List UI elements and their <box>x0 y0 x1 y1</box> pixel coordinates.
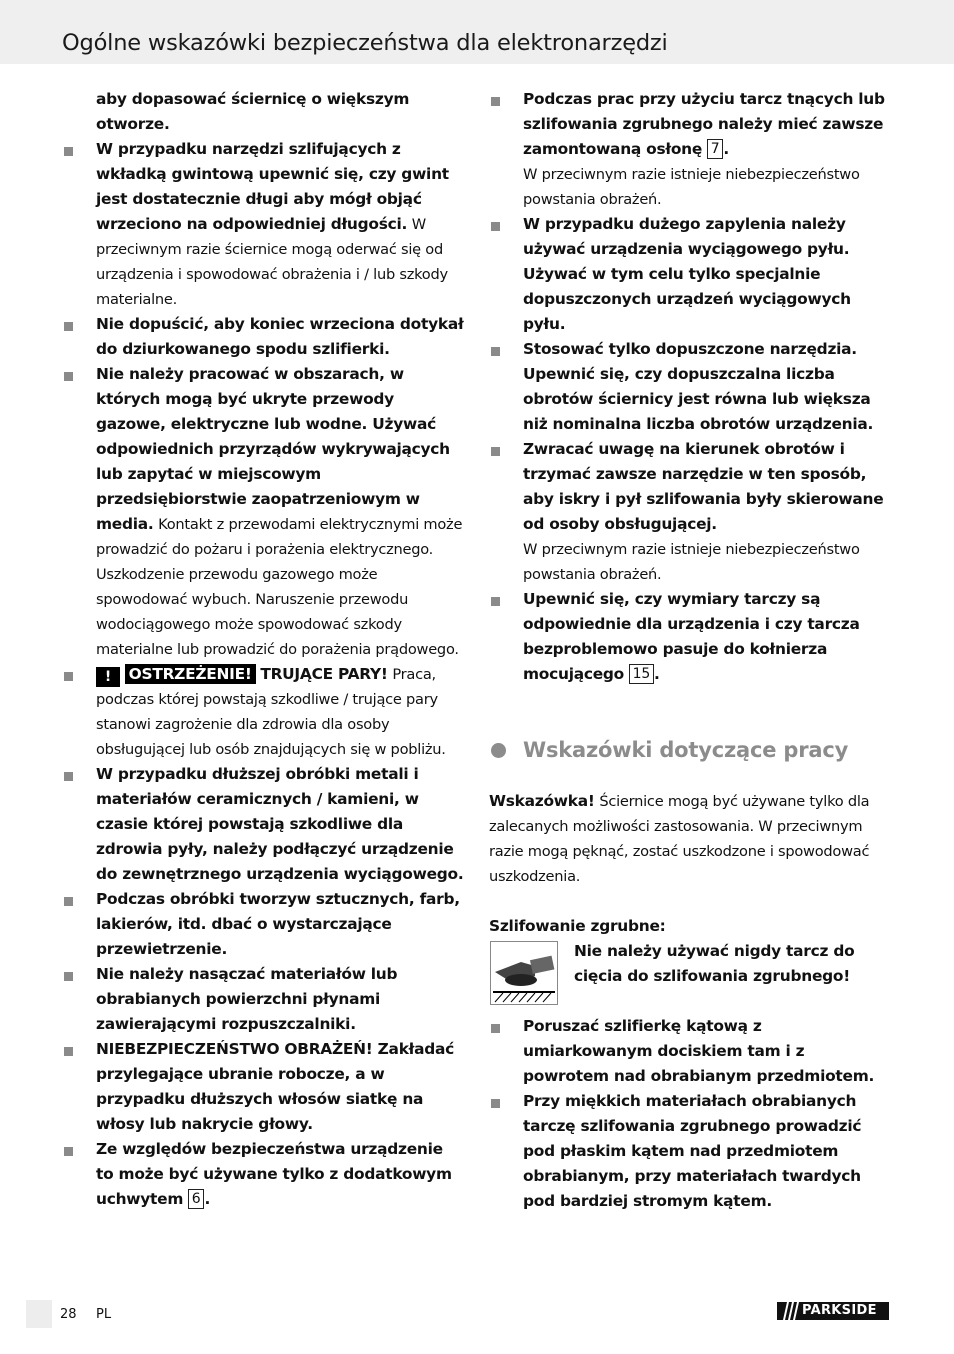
list-item <box>62 362 464 662</box>
punctuation: . <box>204 1190 211 1208</box>
punctuation: . <box>654 665 660 683</box>
list-item <box>62 137 464 312</box>
note-label: Wskazówka! <box>489 792 595 810</box>
list-item <box>62 1137 464 1212</box>
bullet-icon <box>491 1024 500 1033</box>
list-item-warning <box>62 662 464 762</box>
list-item <box>62 762 464 887</box>
item-bold-text: Nie należy nasączać materiałów lub obrabianych powierzchni płynami zawierającymi rozpuszczalniki. <box>96 965 398 1033</box>
punctuation: . <box>723 140 729 158</box>
list-item <box>489 1089 891 1214</box>
section-bullet-icon <box>491 743 506 758</box>
item-bold-text: Przy miękkich materiałach obrabianych tarczę szlifowania zgrubnego prowadzić pod płaskim kątem nad przedmiotem obrabianym, przy materiałach twardych pod bardziej stromym kątem. <box>523 1092 862 1210</box>
item-bold-text: NIEBEZPIECZEŃSTWO OBRAŻEŃ! Zakładać przylegające ubranie robocze, a w przypadku dłuższych włosów siatkę na włosy lub nakrycie głowy. <box>96 1040 455 1133</box>
list-item <box>489 337 891 437</box>
item-bold-text: Podczas prac przy użyciu tarcz tnących lub szlifowania zgrubnego należy mieć zawsze zamontowaną osłonę <box>523 90 885 158</box>
item-bold-text: Poruszać szlifierkę kątową z umiarkowanym dociskiem tam i z powrotem nad obrabianym przedmiotem. <box>523 1017 875 1085</box>
part-reference: 15 <box>629 664 654 684</box>
note-text: Ściernice mogą być używane tylko dla zalecanych możliwości zastosowania. W przeciwnym razie mogą pęknąć, zostać uszkodzone i spowodować uszkodzenia. <box>489 793 870 885</box>
item-bold-text: Zwracać uwagę na kierunek obrotów i trzymać zawsze narzędzie w ten sposób, aby iskry i pył szlifowania były skierowane od osoby obsługującej. <box>523 440 884 533</box>
angle-grinder-icon <box>490 941 558 1005</box>
item-bold-text: W przypadku dużego zapylenia należy używać urządzenia wyciągowego pyłu. Używać w tym celu tylko specjalnie dopuszczonych urządzeń wyciągowych pyłu. <box>523 215 851 333</box>
item-text: W przeciwnym razie istnieje niebezpieczeństwo powstania obrażeń. <box>523 166 860 208</box>
page-number: 28 <box>60 1307 77 1322</box>
item-bold-text: Nie należy pracować w obszarach, w których mogą być ukryte przewody gazowe, elektryczne lub wodne. Używać odpowiednich przyrządów wykrywających lub zapytać w miejscowym przedsiębiorstwie zaopatrzeniowym w media. <box>96 365 450 533</box>
left-column <box>62 87 464 1212</box>
rough-grinding-notice <box>489 939 891 1014</box>
list-item <box>489 212 891 337</box>
bullet-icon <box>64 1147 73 1156</box>
item-bold-text: Upewnić się, czy wymiary tarczy są odpowiednie dla urządzenia i czy tarcza bezproblemowo pasuje do kołnierza mocującego <box>523 590 860 683</box>
item-text: Praca, podczas której powstają szkodliwe / trujące pary stanowi zagrożenie dla zdrowia dla osoby obsługującej lub osób znajdujących się w pobliżu. <box>96 666 446 758</box>
item-text: W przeciwnym razie istnieje niebezpieczeństwo powstania obrażeń. <box>523 541 860 583</box>
list-item <box>489 587 891 687</box>
section-heading <box>489 736 891 764</box>
item-bold-text: Ze względów bezpieczeństwa urządzenie to może być używane tylko z dodatkowym uchwytem <box>96 1140 452 1208</box>
warning-triangle-icon: ! <box>96 667 120 687</box>
list-item <box>62 1037 464 1137</box>
warning-label: OSTRZEŻENIE! <box>125 664 256 684</box>
part-reference: 7 <box>707 139 724 159</box>
page-footer <box>26 1300 112 1330</box>
item-bold-text: TRUJĄCE PARY! <box>260 665 388 683</box>
section-title: Wskazówki dotyczące pracy <box>523 738 849 762</box>
page-title: Ogólne wskazówki bezpieczeństwa dla elektronarzędzi <box>62 30 668 56</box>
brand-logo <box>777 1302 889 1320</box>
bullet-icon <box>64 372 73 381</box>
bullet-icon <box>64 672 73 681</box>
logo-stripes-icon <box>781 1302 801 1320</box>
item-bold-text: Stosować tylko dopuszczone narzędzia. Upewnić się, czy dopuszczalna liczba obrotów ściernicy jest równa lub większa niż nominalna liczba obrotów urządzenia. <box>523 340 874 433</box>
page-header <box>0 0 954 64</box>
bullet-icon <box>491 347 500 356</box>
item-bold-text: Podczas obróbki tworzyw sztucznych, farb, lakierów, itd. dbać o wystarczające przewietrzenie. <box>96 890 460 958</box>
list-item <box>62 312 464 362</box>
list-item <box>62 887 464 962</box>
bullet-icon <box>64 1047 73 1056</box>
list-item <box>489 87 891 212</box>
bullet-icon <box>64 322 73 331</box>
part-reference: 6 <box>188 1189 205 1209</box>
list-item <box>62 962 464 1037</box>
item-bold-text: W przypadku dłuższej obróbki metali i materiałów ceramicznych / kamieni, w czasie której powstają szkodliwe dla zdrowia pyły, należy podłączyć urządzenie do zewnętrznego urządzenia wyciągowego. <box>96 765 464 883</box>
page-number-box <box>26 1300 52 1328</box>
bullet-icon <box>64 972 73 981</box>
bullet-icon <box>64 147 73 156</box>
bullet-icon <box>491 97 500 106</box>
bullet-icon <box>64 772 73 781</box>
bullet-icon <box>491 597 500 606</box>
list-item <box>489 1014 891 1089</box>
brand-name: PARKSIDE <box>802 1303 877 1318</box>
item-text: W przeciwnym razie ściernice mogą oderwać się od urządzenia i spowodować obrażenia i / lub szkody materialne. <box>96 216 448 308</box>
bullet-icon <box>491 222 500 231</box>
language-code: PL <box>96 1307 112 1322</box>
bullet-icon <box>491 447 500 456</box>
list-item-continued: aby dopasować ściernicę o większym otworze. <box>96 90 410 133</box>
note-paragraph <box>489 789 891 889</box>
list-item <box>489 437 891 587</box>
bullet-icon <box>491 1099 500 1108</box>
item-text: Kontakt z przewodami elektrycznymi może prowadzić do pożaru i porażenia elektrycznego. Uszkodzenie przewodu gazowego może spowodować wybuch. Naruszenie przewodu wodociągowego może spowodować szkody materialne lub prowadzić do porażenia prądowego. <box>96 516 463 658</box>
right-column <box>489 87 891 1214</box>
grind-warning-text: Nie należy używać nigdy tarcz do cięcia do szlifowania zgrubnego! <box>574 942 855 985</box>
subheading: Szlifowanie zgrubne: <box>489 917 666 935</box>
item-bold-text: W przypadku narzędzi szlifujących z wkładką gwintową upewnić się, czy gwint jest dostatecznie długi aby mógł objąć wrzeciono na odpowiedniej długości. <box>96 140 449 233</box>
item-bold-text: Nie dopuścić, aby koniec wrzeciona dotykał do dziurkowanego spodu szlifierki. <box>96 315 464 358</box>
bullet-icon <box>64 897 73 906</box>
